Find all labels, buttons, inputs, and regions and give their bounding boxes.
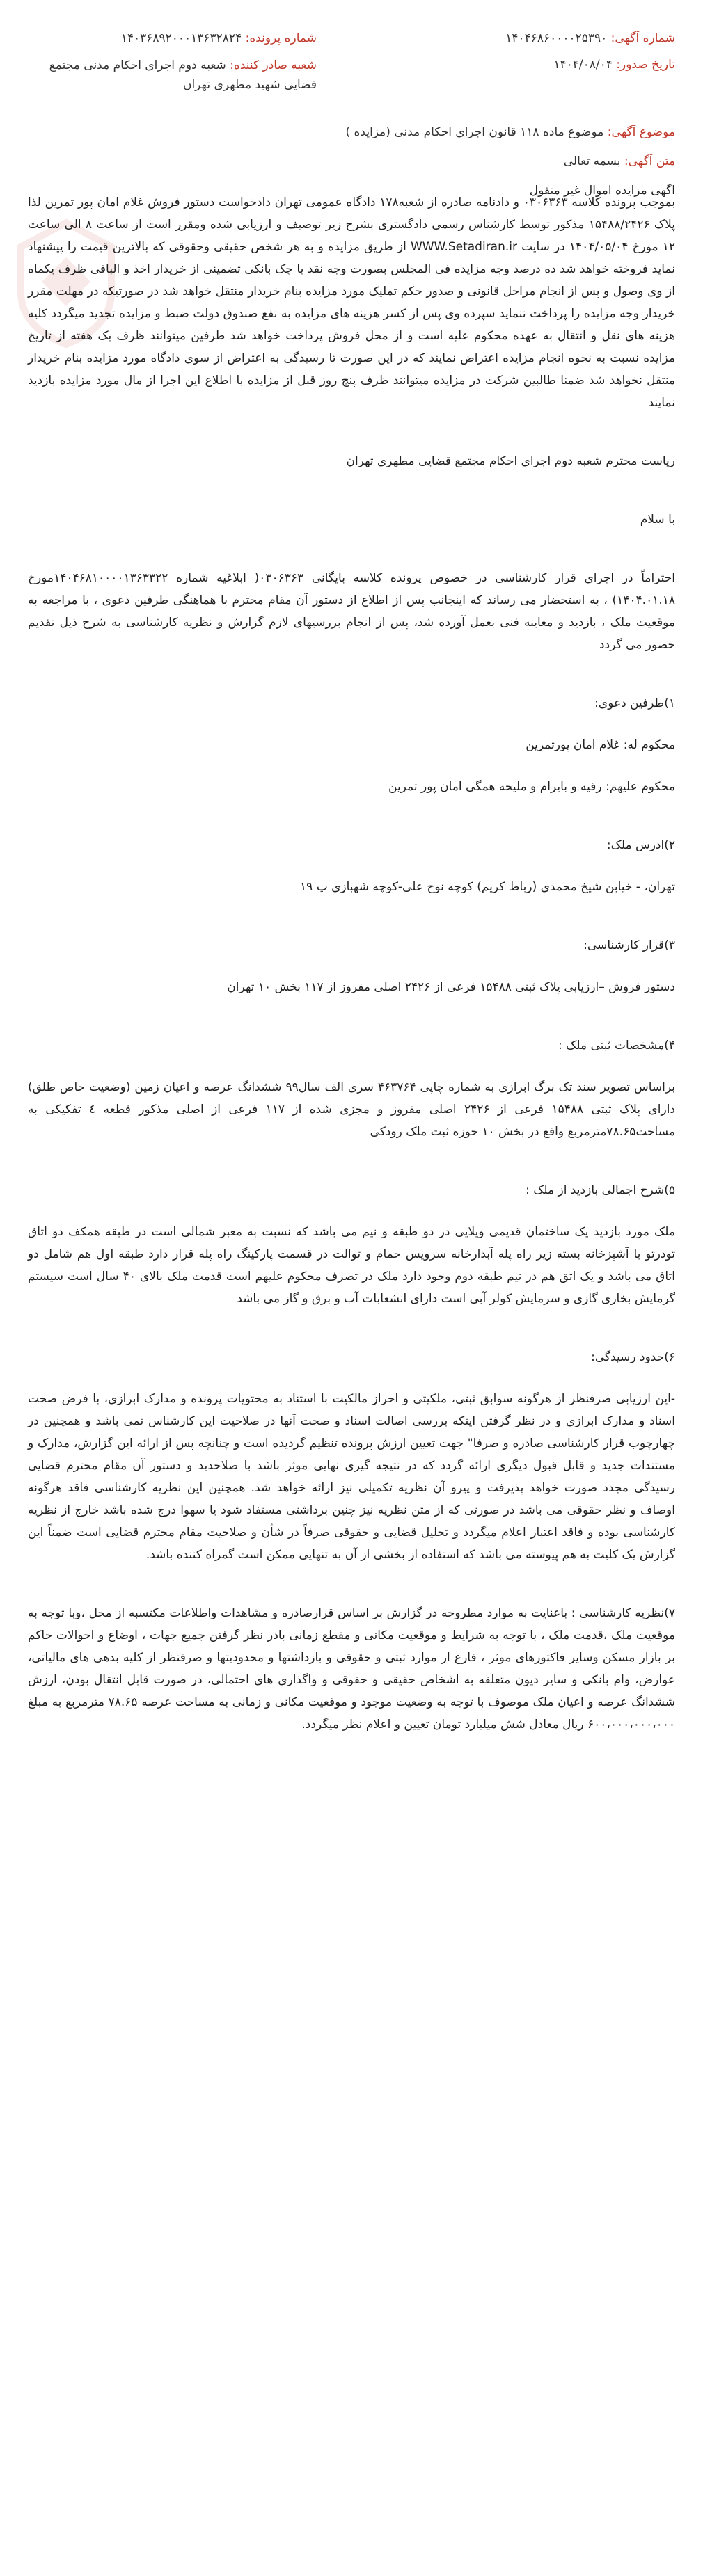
section-4-title: ۴)مشخصات ثبتی ملک : <box>558 1039 675 1053</box>
losing-parties: محکوم علیهم: رقیه و بایرام و ملیحه همگی امان پور تمرین <box>388 780 675 794</box>
case-number: ۱۴۰۳۶۸۹۲۰۰۰۱۳۶۳۲۸۲۴ <box>120 31 242 45</box>
case-number-label: شماره پرونده: <box>245 31 317 45</box>
winner-party: محکوم له: غلام امان پورتمرین <box>526 738 675 752</box>
topic-text: موضوع ماده ۱۱۸ قانون اجرای احکام مدنی (مزایده ) <box>345 125 604 139</box>
section-2-title: ۲)ادرس ملک: <box>606 838 675 852</box>
text-label: متن آگهی: <box>624 154 675 168</box>
notice-number-row <box>425 25 675 51</box>
issue-date: ۱۴۰۴/۰۸/۰۴ <box>553 58 613 72</box>
registration-details: براساس تصویر سند تک برگ ابرازی به شماره چاپی ۴۶۳۷۶۴ سری الف سال۹۹ ششدانگ عرصه و اعیان زمین (وضعیت خاص طلق) دارای پلاک ثبتی ۱۵۴۸۸ فرعی از ۲۴۲۶ اصلی مفروز و مجزی شده از ۱۱۷ فرعی از اصلی مذکور قطعه ٤ تفکیکی به مساحت۷۸.۶۵مترمربع واقع در بخش ۱۰ حوزه ثبت ملک رودکی <box>28 1080 676 1139</box>
notice-number: ۱۴۰۴۶۸۶۰۰۰۰۲۵۳۹۰ <box>505 31 608 45</box>
header-right-block <box>425 25 675 78</box>
expert-intro-paragraph: احتراماً در اجرای قرار کارشناسی در خصوص پرونده کلاسه بایگانی ۰۳۰۶۳۶۳( ابلاغیه شماره ۱۴۰۴۶۸۱۰۰۰۰۱۳۶۳۳۲۲مورخ ۱۴۰۴.۰۱.۱۸) ، به استحضار می رساند که اینجانب پس از اطلاع از دستور آن مقام محترم با هماهنگی طرفین دعوی ، با مراجعه به موقعیت ملک ، بازدید و معاینه فنی بعمل آورده شد، پس از انجام بررسیهای لازم گزارش و نظریه کارشناسی به شرح ذیل تقدیم حضور می گردد <box>28 571 675 652</box>
header-left-block <box>24 25 317 95</box>
notice-number-label: شماره آگهی: <box>610 31 675 45</box>
property-address: تهران، - خیابن شیخ محمدی (رباط کریم) کوچه نوح علی-کوچه شهبازی پ ۱۹ <box>300 880 675 894</box>
intro-paragraph: بموجب پرونده کلاسه ۰۳۰۶۳۶۳ و دادنامه صادره از شعبه۱۷۸ دادگاه عمومی تهران دادخواست دستور فروش غلام امان پور تمرین لذا پلاک ۱۵۴۸۸/۲۴۲۶ مذکور توسط کارشناس رسمی دادگستری بشرح زیر توصیف و ارزیابی شده ومقرر است از ساعت ۸ الی ساعت ۱۲ مورخ ۱۴۰۴/۰۵/۰۴ در سایت WWW.Setadiran.ir از طریق مزایده و به هر شخص حقیقی وحقوقی که بالاترین قیمت را پیشنهاد نماید فروخته خواهد شد ده درصد وجه مزایده فی المجلس بصورت وجه نقد یا چک بانکی تضمینی از خریدار اخذ و الباقی ظرف یکماه از وی وصول و پس از انجام مراحل قانونی و صدور حکم تملیک مورد مزایده بنام خریدار منتقل خواهد شد در صورتیکه در مهلت مقرر خریدار وجه مزایده را پرداخت ننماید سپرده وی پس از کسر هزینه های مزایده به نفع صندوق دولت ضبط و مزایده تجدید میگردد کلیه هزینه های نقل و انتقال به عهده محکوم علیه است و از محل فروش پرداخت خواهد شد طرفین میتوانند ظرف یک هفته از تاریخ مزایده نسبت به نحوه انجام مزایده اعتراض نمایند که در این صورت تا رسیدگی به اعتراض از سوی دادگاه مورد مزایده بنام خریدار منتقل نخواهد شد ضمنا طالبین شرکت در مزایده میتوانند ظرف پنج روز قبل از مزایده با اطلاع این اجرا از مال مورد مزایده بازدید نمایند <box>28 195 676 410</box>
section-3-title: ۳)قرار کارشناسی: <box>583 938 675 952</box>
section-1-title: ۱)طرفین دعوی: <box>594 696 675 710</box>
topic-label: موضوع آگهی: <box>607 125 675 139</box>
issuer-row <box>24 56 317 95</box>
expert-order: دستور فروش –ارزیابی پلاک ثبتی ۱۵۴۸۸ فرعی از ۲۴۲۶ اصلی مفروز از ۱۱۷ بخش ۱۰ تهران <box>227 980 675 994</box>
visit-description: ملک مورد بازدید یک ساختمان قدیمی ویلایی در دو طبقه و نیم می باشد که نسبت به معبر شمالی است در طبقه همکف دو اتاق تودرتو با آشپزخانه بسته زیر راه پله آبدارخانه سرویس حمام و توالت در قسمت پارکینگ راه پله قرار دارد طبقه اول هم شامل دو اتاق می باشد و یک اتق هم در نیم طبقه دوم وجود دارد ملک در تصرف محکوم علیهم است قدمت ملک بالای ۴۰ سال است سیستم گرمایش بخاری گازی و سرمایش کولر آبی است دارای انشعابات آب و برق و گاز می باشد <box>28 1225 675 1306</box>
review-scope: -این ارزیابی صرفنظر از هرگونه سوابق ثبتی، ملکیتی و احراز مالکیت با استناد به محتویات پرونده و مدارک ابرازی، با فرض صحت اسناد و مدارک ابرازی و در نظر گرفتن اینکه بررسی اصالت اسناد و صحت آنها در صلاحیت این کارشناس نمی باشد و همچنین در چهارچوب قرار کارشناسی صادره و صرفا" جهت تعیین ارزش پرونده تنظیم گردیده است و چنانچه پس از ارائه این گزارش، مدارک و مستندات جدید و قابل قبول دیگری ارائه گردد که در نتیجه گیری نهایی موثر باشد با صلاحدید و دستور آن مقام محترم قضایی رسیدگی مجدد صورت خواهد پذیرفت و پیرو آن نظریه تکمیلی نیز ارائه خواهد شد. همچنین این نظریه کارشناسی فاقد هرگونه اوصاف و نظر حقوقی می باشد در صورتی که از متن نظریه نیز چنین برداشتی مستفاد شود یا سهوا درج شده باشد خارج از نظریه کارشناسی بوده و فاقد اعتبار اعلام میگردد و تحلیل قضایی و حقوقی صرفاً در شأن و صلاحیت مقام محترم قضایی است ضمناً این گزارش یک کلیت به هم پیوسته می باشد که استفاده از بخشی از آن به تنهایی ممکن است گمراه کننده باشد. <box>28 1392 675 1562</box>
expert-opinion: ۷)نظریه کارشناسی : باعنایت به موارد مطروحه در گزارش بر اساس قرارصادره و مشاهدات واطلاعات مکتسبه از محل ،وبا توجه به موقعیت ملک ،قدمت ملک ، با توجه به شرایط و موقعیت مکانی و مقطع زمانی بادر نظر گرفتن جمیع جهات ، اوضاع و احوالات حاکم بر بازار مسکن وسایر فاکتورهای موثر ، فارغ از موارد ثبتی و حقوقی و بازداشتها و محدودیتها و صرفنظر از کلیه بدهی های مالیاتی، عوارض، وام بانکی و سایر دیون متعلقه به اشخاص حقیقی و حقوقی و واگذاری های احتمالی، در صورت قابل انتقال بودن، ارزش ششدانگ عرصه و اعیان ملک موصوف با توجه به وضعیت موجود و موقعیت مکانی و زمانی به مساحت عرصه ۷۸.۶۵ مترمربع به مبلغ ۶۰۰،۰۰۰،۰۰۰،۰۰۰ ریال معادل شش میلیارد تومان تعیین و اعلام نظر میگردد. <box>28 1606 675 1731</box>
section-5-title: ۵)شرح اجمالی بازدید از ملک : <box>526 1183 675 1197</box>
issuer-name: شعبه دوم اجرای احکام مدنی مجتمع قضایی شهید مطهری تهران <box>49 58 317 92</box>
text-intro: بسمه تعالی <box>563 154 621 168</box>
case-number-row <box>24 25 317 51</box>
section-6-title: ۶)حدود رسیدگی: <box>591 1350 675 1364</box>
notice-title: اگهی مزایده اموال غیر منقول <box>529 184 675 198</box>
issue-date-label: تاریخ صدور: <box>616 58 675 72</box>
addressee: ریاست محترم شعبه دوم اجرای احکام مجتمع قضایی مطهری تهران <box>346 454 675 468</box>
notice-body <box>28 191 675 1755</box>
issuer-label: شعبه صادر کننده: <box>230 58 317 72</box>
text-row <box>28 151 675 172</box>
issue-date-row <box>425 51 675 78</box>
topic-row <box>28 122 675 143</box>
greeting: با سلام <box>640 513 675 527</box>
notice-subject <box>28 122 675 201</box>
